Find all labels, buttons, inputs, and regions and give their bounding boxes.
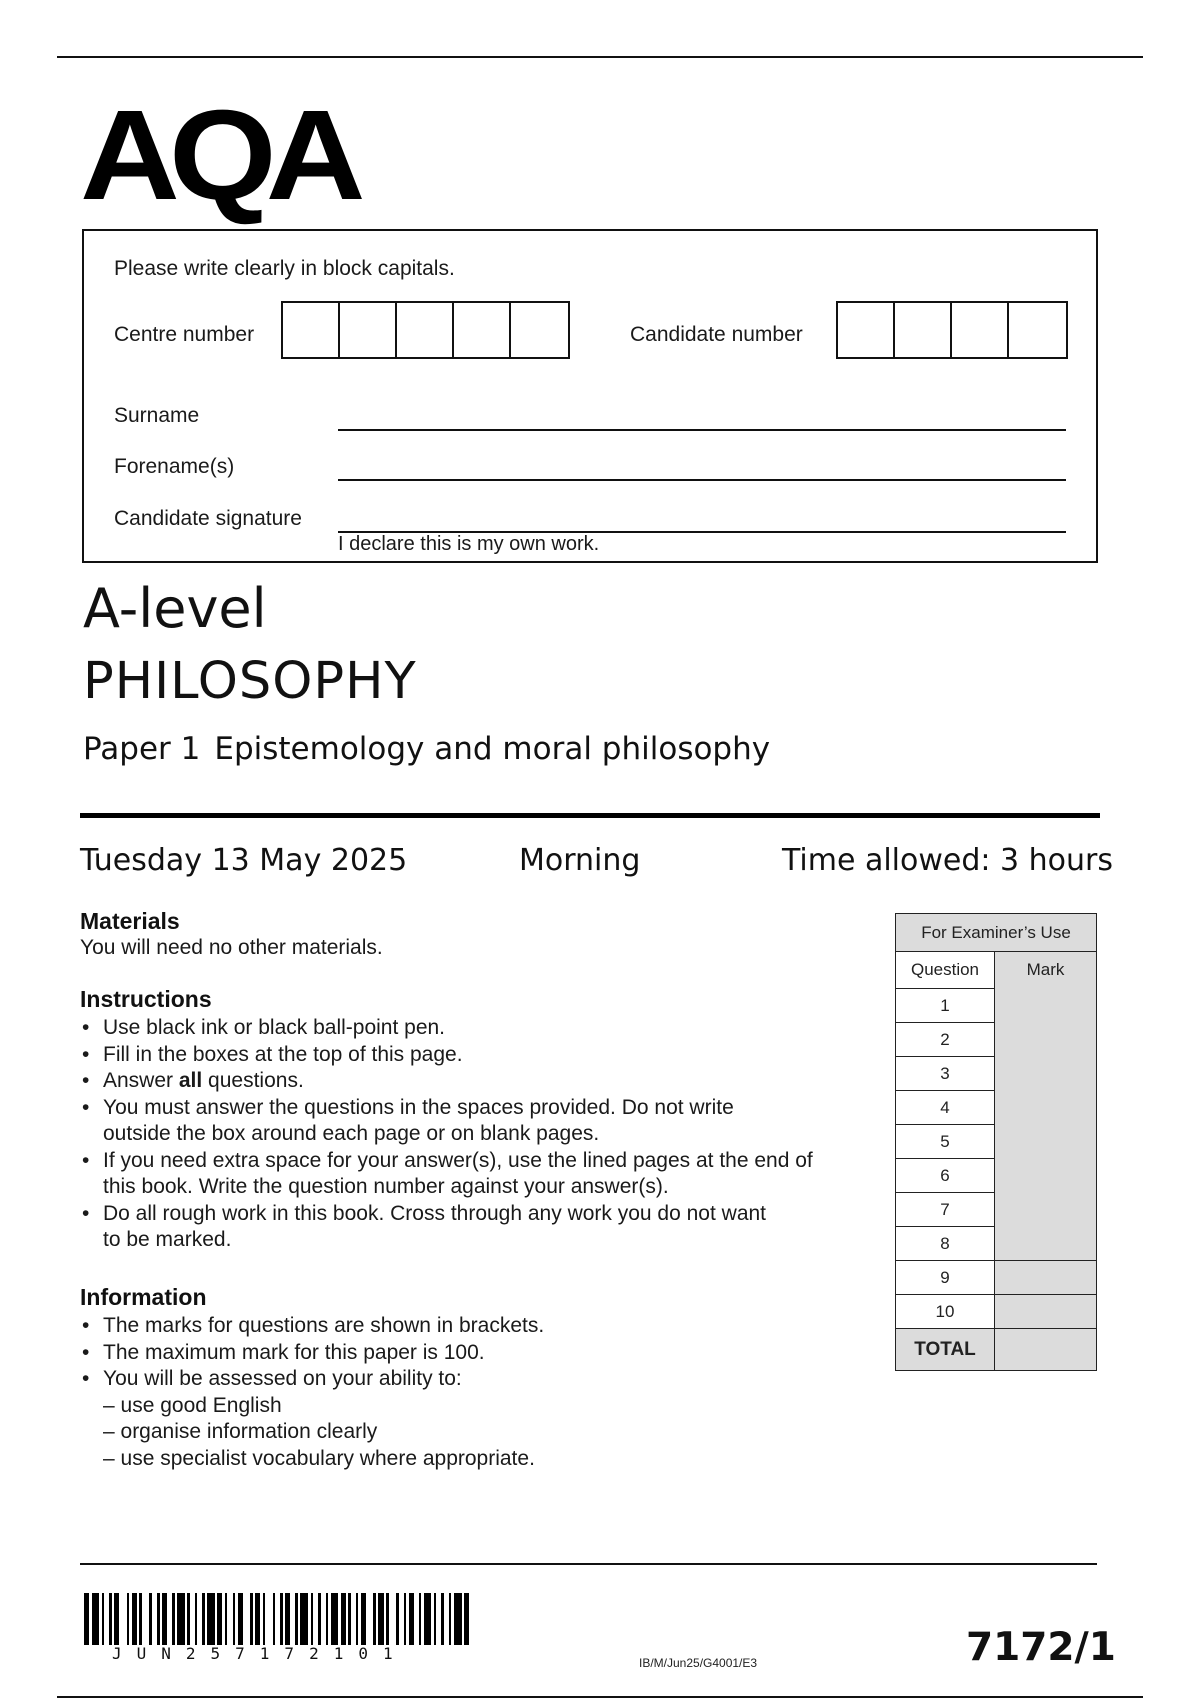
paper-number: Paper 1 (83, 731, 201, 767)
footer-rule (80, 1563, 1097, 1565)
barcode-stripe (207, 1593, 215, 1645)
question-column-header: Question (896, 952, 995, 989)
barcode-stripe (265, 1593, 273, 1645)
total-label: TOTAL (896, 1329, 995, 1371)
list-item: – use good English (103, 1393, 282, 1417)
block-capitals-instruction: Please write clearly in block capitals. (114, 257, 455, 280)
paper-name: Epistemology and moral philosophy (214, 731, 771, 767)
instructions-heading: Instructions (80, 986, 212, 1012)
qualification-level: A-level (83, 577, 267, 640)
mark-cell (995, 1261, 1097, 1295)
instructions-section (80, 985, 880, 1254)
total-mark-cell (995, 1329, 1097, 1371)
examiner-table-title: For Examiner’s Use (896, 914, 1097, 952)
list-item: • If you need extra space for your answer(s), use the lined pages at the end of this book. Write the question number against your answer(s). (80, 1148, 880, 1201)
candidate-digit-box[interactable] (895, 303, 952, 357)
candidate-number-boxes[interactable] (836, 301, 1068, 359)
mark-cell (995, 1295, 1097, 1329)
question-number: 1 (896, 989, 995, 1023)
reference-code: IB/M/Jun25/G4001/E3 (639, 1656, 758, 1670)
barcode-stripe (300, 1593, 308, 1645)
question-number: 9 (896, 1261, 995, 1295)
centre-digit-box[interactable] (340, 303, 397, 357)
examiner-use-table (895, 913, 1097, 1371)
candidate-digit-box[interactable] (838, 303, 895, 357)
barcode-stripe (243, 1593, 251, 1645)
information-list (80, 1313, 880, 1472)
list-item: • You must answer the questions in the spaces provided. Do not write outside the box around each page or on blank pages. (80, 1095, 880, 1148)
aqa-logo: AQA (80, 84, 355, 227)
question-number: 3 (896, 1057, 995, 1091)
candidate-details-box (82, 229, 1098, 563)
candidate-digit-box[interactable] (952, 303, 1009, 357)
paper-code: 7172/1 (966, 1625, 1116, 1670)
list-item: • Use black ink or black ball-point pen. (80, 1015, 880, 1042)
question-number: 5 (896, 1125, 995, 1159)
centre-digit-box[interactable] (283, 303, 340, 357)
list-item: • Fill in the boxes at the top of this page. (80, 1042, 880, 1069)
instructions-list (80, 1015, 880, 1254)
candidate-number-label: Candidate number (630, 323, 803, 346)
subject-title: PHILOSOPHY (83, 652, 417, 711)
time-allowed: Time allowed: 3 hours (782, 843, 1114, 878)
list-item: • The marks for questions are shown in brackets. (80, 1313, 880, 1340)
question-number: 10 (896, 1295, 995, 1329)
barcode-stripe (366, 1593, 374, 1645)
top-rule (57, 56, 1143, 58)
title-divider (80, 813, 1100, 818)
barcode-text: JUN257172101 (112, 1644, 408, 1663)
list-item: – use specialist vocabulary where appropriate. (103, 1446, 535, 1470)
list-item: • Answer all questions. (80, 1068, 880, 1095)
barcode-bars (84, 1593, 470, 1645)
materials-heading: Materials (80, 908, 180, 934)
barcode (84, 1593, 470, 1667)
barcode-stripe (119, 1593, 127, 1645)
barcode-stripe (142, 1593, 150, 1645)
barcode-stripe (92, 1593, 100, 1645)
information-section (80, 1283, 880, 1472)
question-number: 7 (896, 1193, 995, 1227)
list-item: • Do all rough work in this book. Cross through any work you do not want to be marked. (80, 1201, 880, 1254)
question-number: 6 (896, 1159, 995, 1193)
barcode-stripe (424, 1593, 432, 1645)
signature-label: Candidate signature (114, 507, 302, 530)
declaration-text: I declare this is my own work. (338, 533, 600, 555)
list-item: • The maximum mark for this paper is 100. (80, 1340, 880, 1367)
question-number: 8 (896, 1227, 995, 1261)
barcode-stripe (454, 1593, 462, 1645)
information-heading: Information (80, 1284, 207, 1310)
exam-session: Morning (519, 843, 641, 878)
question-number: 4 (896, 1091, 995, 1125)
barcode-stripe (177, 1593, 185, 1645)
candidate-digit-box[interactable] (1009, 303, 1066, 357)
barcode-stripe (389, 1593, 397, 1645)
assessment-sublist (103, 1393, 880, 1473)
surname-field[interactable] (338, 429, 1066, 431)
barcode-stripe (464, 1593, 469, 1645)
centre-digit-box[interactable] (397, 303, 454, 357)
barcode-stripe (331, 1593, 339, 1645)
list-item: • You will be assessed on your ability to: – use good English – organise information clearly – use specialist vocabulary where appropriate. (80, 1366, 880, 1472)
surname-label: Surname (114, 404, 200, 427)
centre-number-label: Centre number (114, 323, 255, 346)
question-number: 2 (896, 1023, 995, 1057)
centre-digit-box[interactable] (511, 303, 568, 357)
page-bottom-rule (57, 1696, 1143, 1698)
centre-digit-box[interactable] (454, 303, 511, 357)
exam-date: Tuesday 13 May 2025 (80, 843, 408, 878)
paper-title (83, 731, 770, 767)
materials-section (80, 907, 880, 961)
forename-field[interactable] (338, 479, 1066, 481)
forename-label: Forename(s) (114, 455, 235, 478)
list-item: – organise information clearly (103, 1420, 378, 1443)
materials-text: You will need no other materials. (80, 936, 383, 959)
mark-column-header: Mark (995, 952, 1097, 1261)
centre-number-boxes[interactable] (281, 301, 570, 359)
emphasis-all: all (178, 1069, 203, 1092)
